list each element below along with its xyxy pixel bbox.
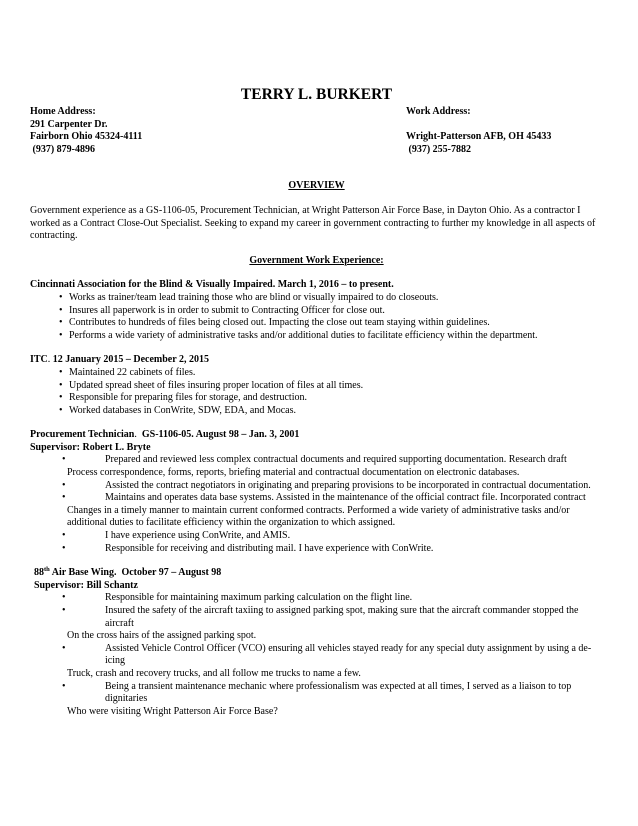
bullet-icon: • [62,592,66,604]
job2-bullet [30,380,603,393]
job1-bullet-text: Insures all paperwork is in order to submit to Contracting Officer for close out. [69,304,385,316]
job3-bullet [30,530,603,543]
bullet-icon: • [59,404,63,416]
job3-grade-dates: GS-1106-05. August 98 – Jan. 3, 2001 [141,429,300,441]
job4-continuation: Truck, crash and recovery trucks, and all follow me trucks to name a few. [67,667,361,679]
home-city: Fairborn Ohio 45324-4111 [30,131,143,143]
job3-bullet [30,492,603,505]
bullet-icon: • [59,392,63,404]
job4-wing-number: 88 [34,567,44,579]
home-street-row [30,119,603,132]
work-address-label: Work Address: [406,106,471,117]
phone-row [30,144,603,157]
city-row [30,131,603,144]
job4-wing-dates: Air Base Wing. October 97 – August 98 [49,567,222,579]
bullet-icon: • [62,605,66,616]
bullet-icon: • [62,680,66,692]
job1-bullet [30,330,603,343]
job4-bullet-text: Being a transient maintenance mechanic where professionalism was expected at all times, I served as a liaison to top dignitaries [105,680,572,705]
bullet-icon: • [59,366,63,378]
job1-bullet [30,292,603,305]
experience-heading: Government Work Experience: [249,254,384,266]
job1-bullet-text: Performs a wide variety of administrative tasks and/or additional duties to facilitate efficiency within the department. [69,329,538,341]
job3-bullet [30,480,603,493]
job1-bullet [30,317,603,330]
job4-continuation: On the cross hairs of the assigned parking spot. [67,630,257,642]
bullet-icon: • [62,542,66,554]
bullet-icon: • [59,379,63,391]
bullet-icon: • [59,304,63,316]
bullet-icon: • [62,492,66,504]
job4-continuation: Who were visiting Wright Patterson Air Force Base? [67,705,278,717]
job2-bullet [30,405,603,418]
bullet-icon: • [62,479,66,491]
resume-page [30,86,603,718]
job4-bullet-text: Responsible for maintaining maximum parking calculation on the flight line. [105,592,413,604]
job3-bullet [30,454,603,467]
home-address-label: Home Address: [30,106,96,117]
job3-bullet-text: Assisted the contract negotiators in originating and preparing provisions to be incorporated in contractual documentation. [105,479,591,491]
job3-title-sep: . [134,429,142,441]
job2-title [30,354,603,367]
job3-title [30,429,603,442]
job2-bullet-text: Maintained 22 cabinets of files. [69,366,196,378]
job4-bullet [30,592,603,605]
job2-bullet-text: Updated spread sheet of files insuring proper location of files at all times. [69,379,364,391]
bullet-icon: • [59,329,63,341]
job1-bullet-text: Works as trainer/team lead training those who are blind or visually impaired to do closeouts. [69,291,439,303]
job3-supervisor: Supervisor: Robert L. Bryte [30,441,151,453]
job4-title [30,567,603,580]
home-street: 291 Carpenter Dr. [30,118,108,130]
job1-bullet [30,305,603,318]
job2-bullet [30,367,603,380]
job3-position: Procurement Technician [30,429,135,441]
job3-bullet-text: Responsible for receiving and distributing mail. I have experience with ConWrite. [105,542,434,554]
job4-bullet-text: Insured the safety of the aircraft taxiing to assigned parking spot, making sure that the aircraft commander stopped the aircraft [105,605,579,629]
job4-ordinal: th [44,566,50,574]
bullet-icon: • [62,642,66,654]
job2-bullet-text: Responsible for preparing files for storage, and destruction. [69,392,307,404]
job2-employer: ITC [30,354,48,366]
job2-dates: 12 January 2015 – December 2, 2015 [52,354,209,366]
home-phone: (937) 879-4896 [30,143,95,155]
job4-bullet-text: Assisted Vehicle Control Officer (VCO) ensuring all vehicles stayed ready for any special duty assignment by using a de-icing [105,642,592,667]
address-labels-row [30,106,603,119]
job2-title-sep: . [47,354,53,366]
job3-continuation: Process correspondence, forms, reports, briefing material and contractual documentation on electronic databases. [67,467,520,479]
job2-bullet-text: Worked databases in ConWrite, SDW, EDA, and Mocas. [69,404,296,416]
bullet-icon: • [59,317,63,329]
job1-title: Cincinnati Association for the Blind & Visually Impaired. March 1, 2016 – to present. [30,279,394,291]
job2-bullet [30,392,603,405]
bullet-icon: • [62,530,66,542]
work-city: Wright-Patterson AFB, OH 45433 [406,131,552,143]
job4-bullet [30,681,603,706]
job4-bullet [30,605,603,630]
bullet-icon: • [59,291,63,303]
work-phone: (937) 255-7882 [406,143,471,155]
job3-bullet-text: Prepared and reviewed less complex contractual documents and required supporting documentation. Research draft [105,454,567,466]
bullet-icon: • [62,454,66,466]
job3-bullet-text: I have experience using ConWrite, and AMIS. [105,530,291,542]
job3-continuation: Changes in a timely manner to maintain current conformed contracts. Performed a wide variety of administrative tasks and/or additional duties to facilitate efficiency within the organization to which assigned. [67,504,570,529]
job3-bullet-text: Maintains and operates data base systems. Assisted in the maintenance of the official contract file. Incorporated contract [105,492,586,504]
job4-bullet [30,643,603,668]
job3-bullet [30,543,603,556]
overview-text: Government experience as a GS-1106-05, Procurement Technician, at Wright Patterson Air Force Base, in Dayton Ohio. As a contractor I worked as a Contract Close-Out Specialist. Seeking to expand my career in government contracting to further my knowledge in all aspects of contracting. [30,204,596,242]
overview-heading: OVERVIEW [288,180,345,192]
resume-name: TERRY L. BURKERT [240,86,393,103]
job1-bullet-text: Contributes to hundreds of files being closed out. Impacting the close out team staying within guidelines. [69,317,490,329]
job4-supervisor: Supervisor: Bill Schantz [34,579,138,591]
